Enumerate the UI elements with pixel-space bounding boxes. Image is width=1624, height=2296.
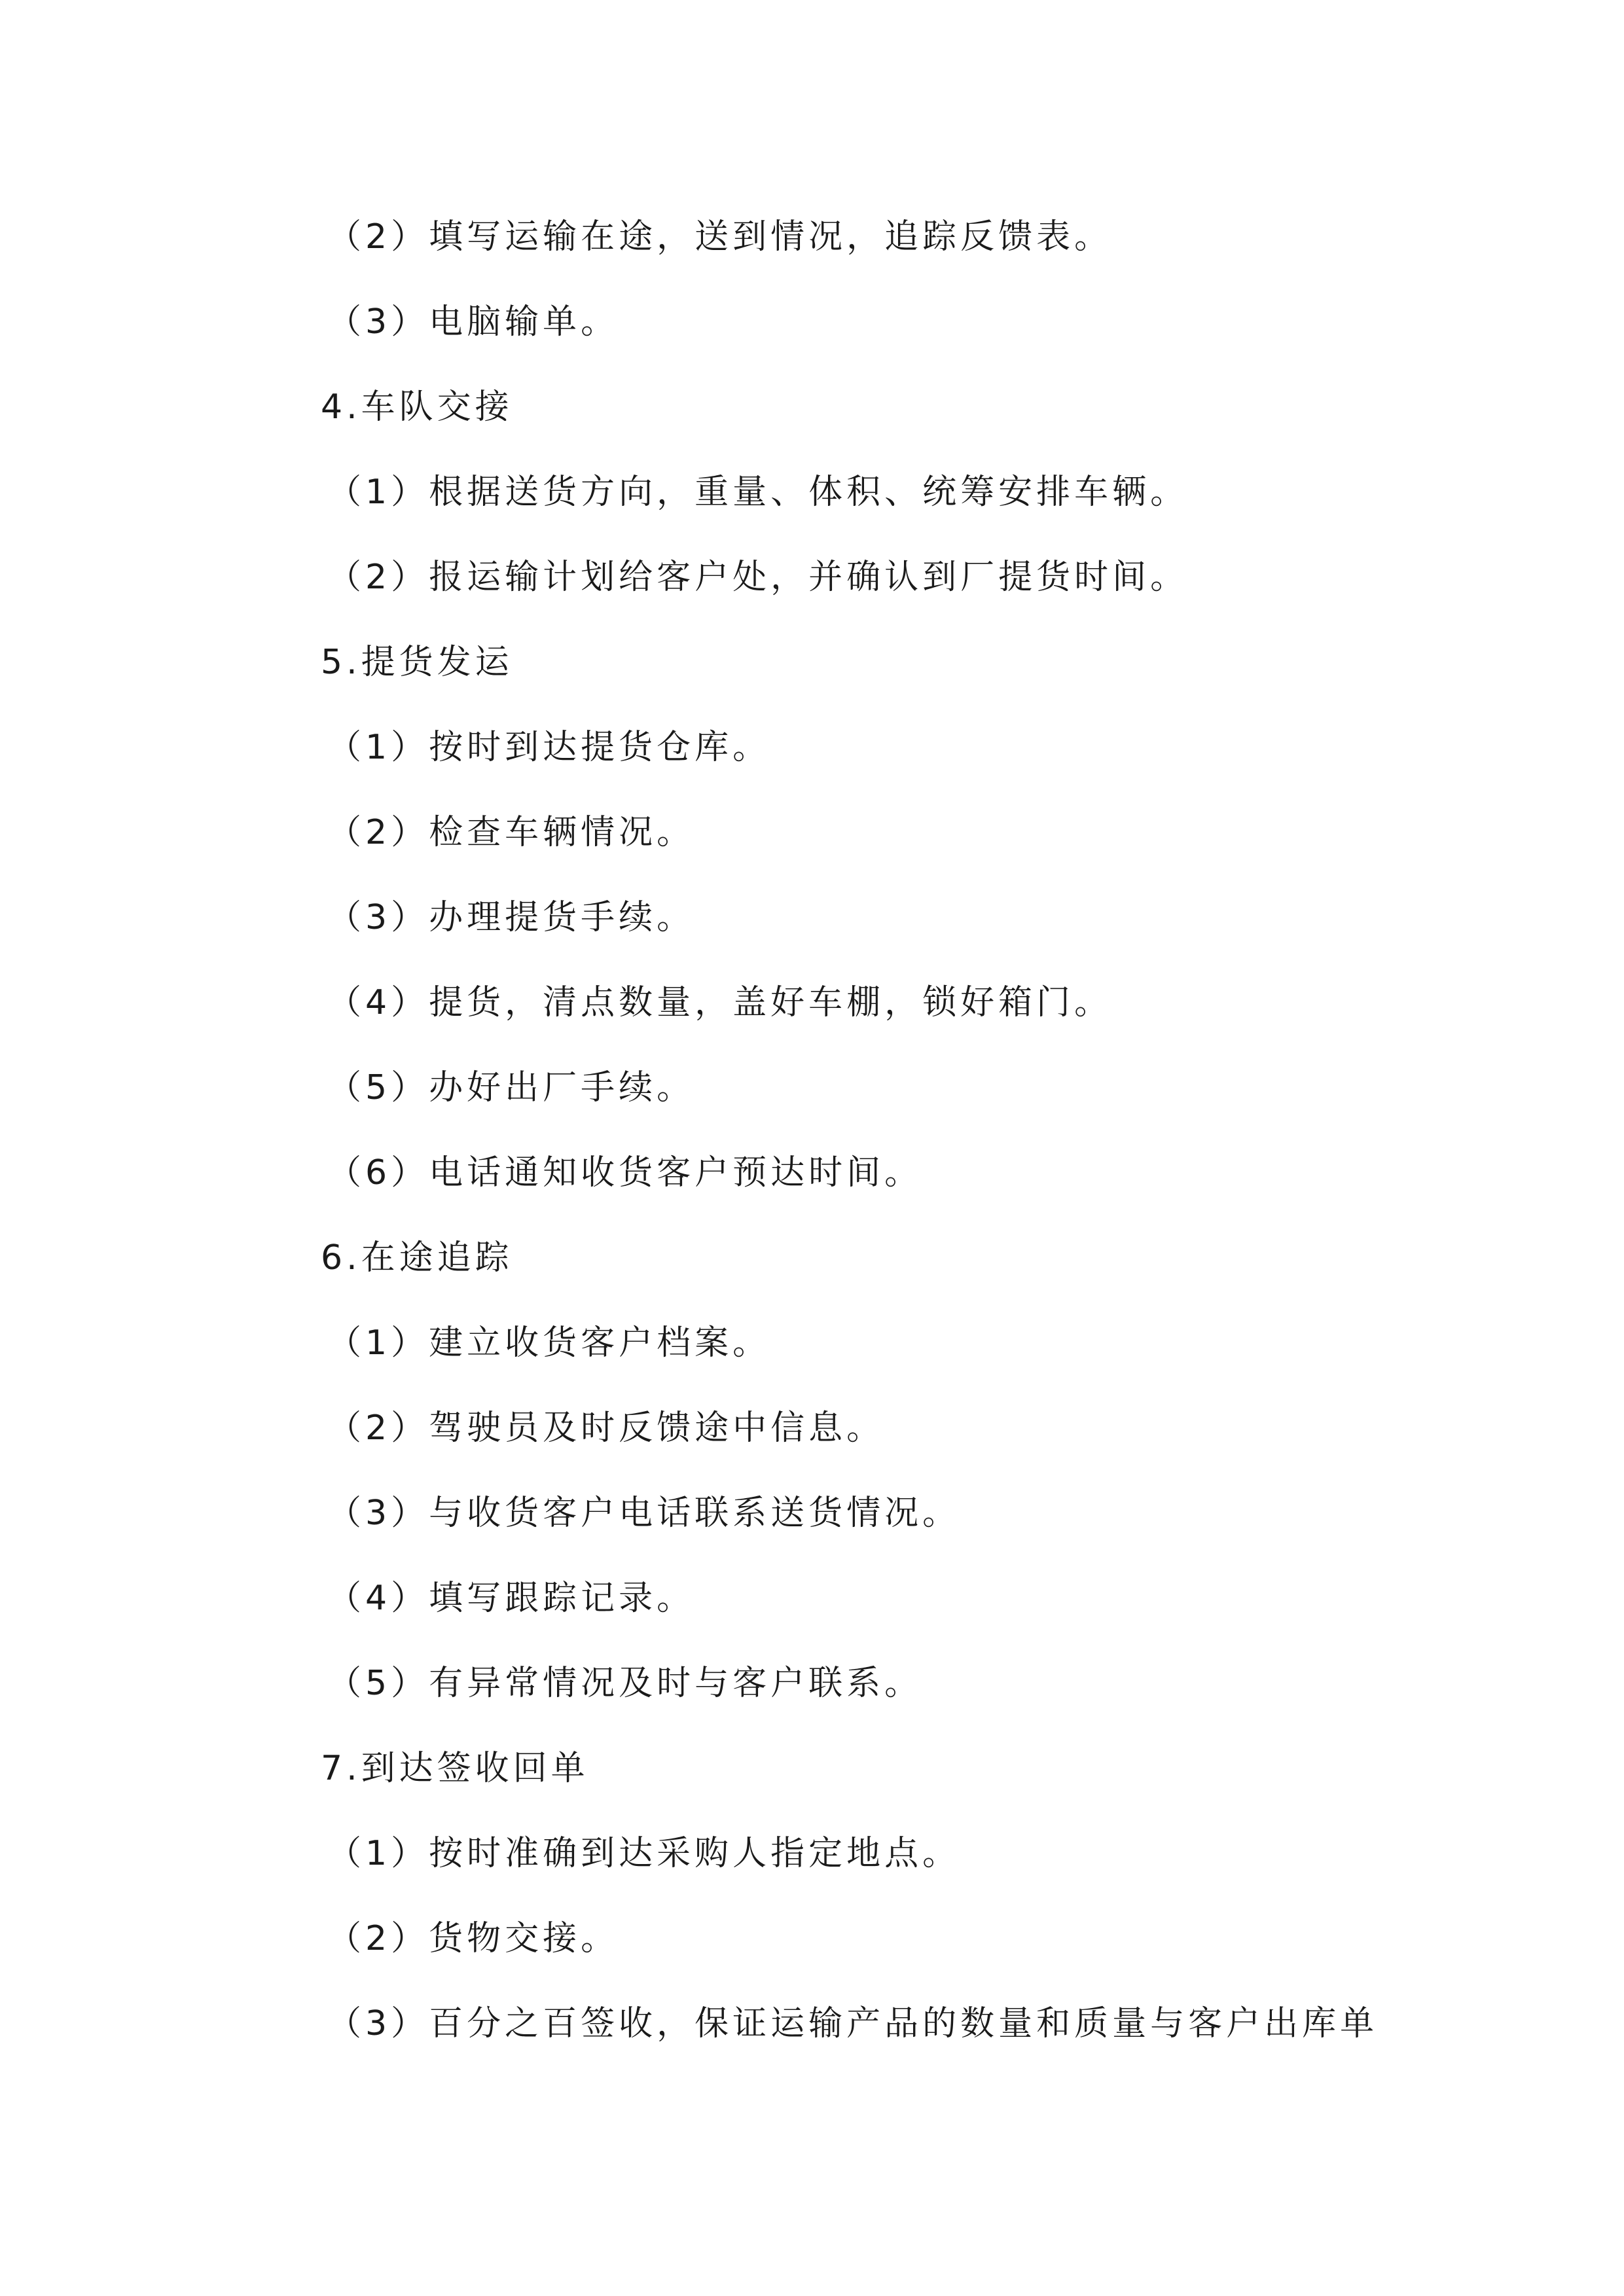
list-item: （2）货物交接。 — [327, 1919, 619, 1958]
list-item: （2）驾驶员及时反馈途中信息。 — [327, 1408, 885, 1448]
list-item: （1）根据送货方向，重量、体积、统筹安排车辆。 — [327, 473, 1189, 512]
section-heading: 7.到达签收回单 — [321, 1749, 589, 1788]
list-item: （3）百分之百签收，保证运输产品的数量和质量与客户出库单 — [327, 2004, 1379, 2043]
list-item: （3）电脑输单。 — [327, 302, 619, 342]
list-item: （5）办好出厂手续。 — [327, 1068, 695, 1107]
section-heading: 5.提货发运 — [321, 643, 513, 682]
list-item: （5）有异常情况及时与客户联系。 — [327, 1664, 923, 1703]
list-item: （2）检查车辆情况。 — [327, 813, 695, 852]
section-heading: 6.在途追踪 — [321, 1238, 513, 1278]
list-item: （2）填写运输在途，送到情况，追踪反馈表。 — [327, 217, 1113, 257]
list-item: （1）建立收货客户档案。 — [327, 1323, 771, 1363]
list-item: （3）与收货客户电话联系送货情况。 — [327, 1494, 961, 1533]
list-item: （4）填写跟踪记录。 — [327, 1579, 695, 1618]
list-item: （2）报运输计划给客户处，并确认到厂提货时间。 — [327, 558, 1189, 597]
list-item: （1）按时准确到达采购人指定地点。 — [327, 1834, 961, 1873]
list-item: （3）办理提货手续。 — [327, 898, 695, 937]
list-item: （4）提货，清点数量，盖好车棚，锁好箱门。 — [327, 983, 1113, 1022]
section-heading: 4.车队交接 — [321, 387, 513, 427]
list-item: （6）电话通知收货客户预达时间。 — [327, 1153, 923, 1193]
list-item: （1）按时到达提货仓库。 — [327, 728, 771, 767]
